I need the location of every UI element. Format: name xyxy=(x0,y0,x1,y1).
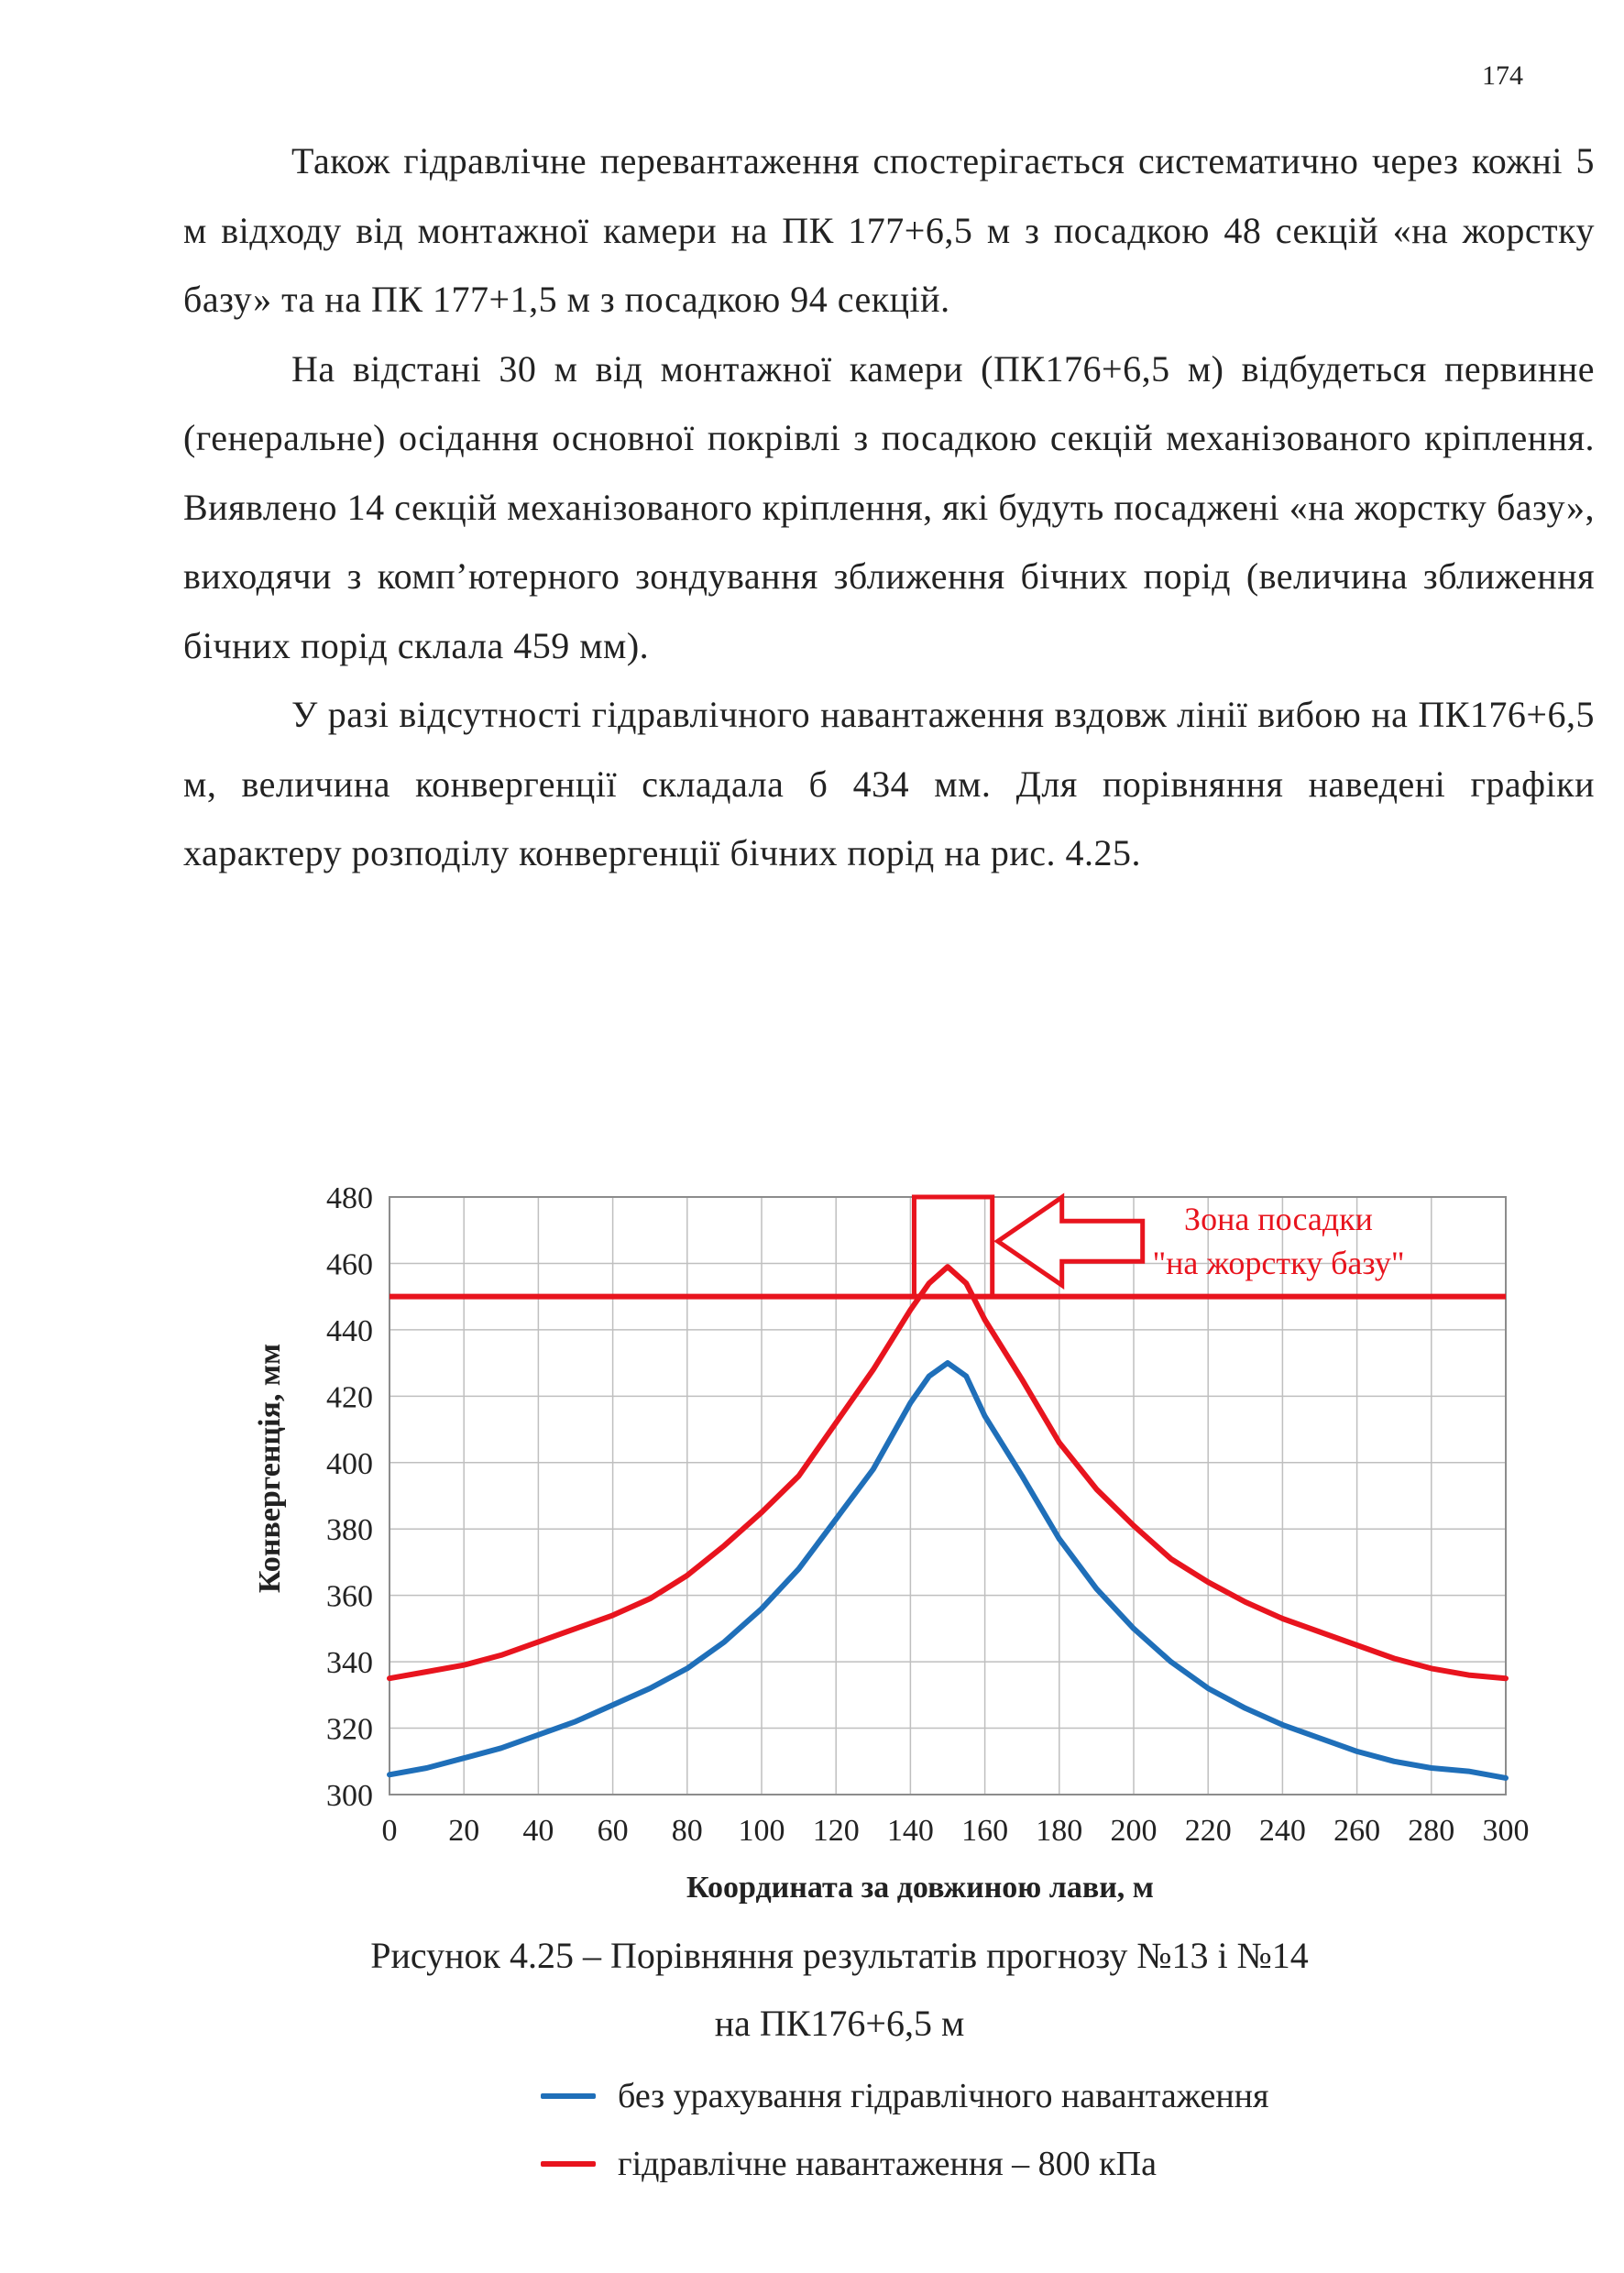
y-tick-label: 300 xyxy=(326,1779,373,1813)
x-tick-label: 100 xyxy=(738,1814,785,1848)
y-tick-label: 440 xyxy=(326,1313,373,1348)
y-tick-label: 360 xyxy=(326,1579,373,1614)
legend-swatch-red xyxy=(541,2161,596,2167)
x-tick-label: 60 xyxy=(597,1814,629,1848)
x-tick-label: 120 xyxy=(812,1814,860,1848)
annotation-text-line-2: "на жорстку базу" xyxy=(1152,1245,1405,1281)
figure-caption-line-1: Рисунок 4.25 – Порівняння результатів прогнозу №13 і №14 xyxy=(370,1935,1309,1976)
y-tick-label: 400 xyxy=(326,1446,373,1481)
legend-label-red: гідравлічне навантаження – 800 кПа xyxy=(618,2145,1157,2183)
paragraph-1: Також гідравлічне перевантаження спостерігається систематично через кожні 5 м відходу від монтажної камери на ПК 177+6,5 м з посадкою 48 секцій «на жорстку базу» та на ПК 177+1,5 м з посадкою 94 секцій. xyxy=(183,140,1595,320)
paragraph-2: На відстані 30 м від монтажної камери (ПК176+6,5 м) відбудеться первинне (генеральне) осідання основної покрівлі з посадкою секцій механізованого кріплення. Виявлено 14 секцій механізованого кріплення, які будуть посаджені «на жорстку базу», виходячи з комп’ютерного зондування зближення бічних порід (величина зближення бічних порід склала 459 мм). xyxy=(183,347,1595,666)
x-tick-label: 300 xyxy=(1482,1814,1530,1848)
legend-item-blue xyxy=(541,2062,1269,2130)
x-tick-label: 140 xyxy=(886,1814,934,1848)
plot-frame xyxy=(390,1197,1506,1795)
x-tick-label: 20 xyxy=(448,1814,480,1848)
chart-legend xyxy=(541,2062,1269,2198)
convergence-chart xyxy=(0,1136,1624,1943)
chart-svg xyxy=(0,1136,1624,1943)
y-tick-label: 320 xyxy=(326,1712,373,1747)
paragraph-3: У разі відсутності гідравлічного навантаження вздовж лінії вибою на ПК176+6,5 м, величина конвергенції складала б 434 мм. Для порівняння наведені графіки характеру розподілу конвергенції бічних порід на рис. 4.25. xyxy=(183,694,1595,873)
y-tick-label: 420 xyxy=(326,1380,373,1415)
legend-item-red xyxy=(541,2130,1269,2198)
x-tick-label: 260 xyxy=(1333,1814,1381,1848)
x-tick-label: 160 xyxy=(961,1814,1009,1848)
x-tick-label: 240 xyxy=(1258,1814,1306,1848)
y-tick-label: 380 xyxy=(326,1513,373,1548)
y-axis-label: Конвергенція, мм xyxy=(253,1343,287,1594)
y-tick-label: 480 xyxy=(326,1181,373,1215)
series-line-red xyxy=(390,1267,1506,1678)
legend-label-blue: без урахування гідравлічного навантаження xyxy=(618,2077,1269,2115)
y-tick-label: 460 xyxy=(326,1247,373,1282)
body-text xyxy=(183,126,1595,888)
x-tick-label: 220 xyxy=(1184,1814,1232,1848)
x-axis-label: Координата за довжиною лави, м xyxy=(686,1871,1154,1905)
annotation-arrow-icon xyxy=(998,1197,1143,1285)
x-tick-label: 40 xyxy=(522,1814,554,1848)
x-tick-label: 180 xyxy=(1036,1814,1083,1848)
x-tick-label: 200 xyxy=(1110,1814,1158,1848)
x-tick-label: 280 xyxy=(1408,1814,1455,1848)
y-tick-label: 340 xyxy=(326,1646,373,1681)
legend-swatch-blue xyxy=(541,2093,596,2099)
x-tick-label: 0 xyxy=(381,1814,398,1848)
series-line-blue xyxy=(390,1363,1506,1778)
x-tick-label: 80 xyxy=(671,1814,703,1848)
landing-zone-box xyxy=(914,1197,992,1297)
page-number: 174 xyxy=(1482,60,1523,91)
annotation-text-line-1: Зона посадки xyxy=(1184,1201,1373,1237)
figure-caption-line-2: на ПК176+6,5 м xyxy=(714,2003,965,2044)
